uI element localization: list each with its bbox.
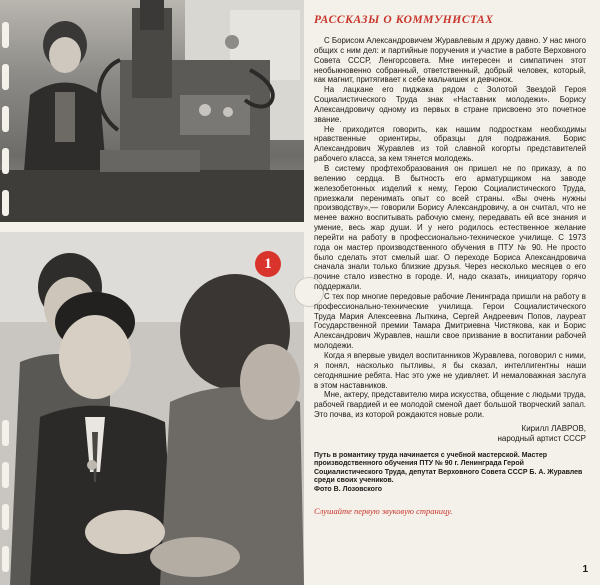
binding-hole: [2, 462, 9, 488]
workshop-photo-illustration: [0, 0, 304, 222]
paragraph: Когда я впервые увидел воспитанников Журавлева, поговорил с ними, я понял, насколько пытливы, я бы сказал, интеллигентны наши сегодняшние ребята. Нас это уже не удивляет. И немаловажная заслуга в этом наставников.: [314, 351, 586, 390]
paragraph: Не приходится говорить, как нашим подросткам необходимы нравственные ориентиры, образцы для подражания. Борис Александрович Журавлев из той славной когорты представителей рабочего класса, за кем тянется молодежь.: [314, 124, 586, 164]
workshop-photo: [0, 0, 304, 222]
article-column: [314, 14, 586, 579]
binding-hole: [2, 106, 9, 132]
binding-hole: [2, 504, 9, 530]
paragraph: Мне, актеру, представителю мира искусства, общение с людьми труда, рабочей гвардией и ее молодой сменой дает большой творческий запал. Это почва, из которой рождаются новые роли.: [314, 390, 586, 420]
listen-sound-page-link[interactable]: Слушайте первую звуковую страницу.: [314, 505, 453, 516]
page-number: 1: [582, 564, 588, 575]
author-name: Кирилл ЛАВРОВ,: [521, 423, 586, 433]
master-with-students-illustration: [0, 232, 304, 585]
photo-caption: [314, 452, 586, 494]
binding-hole: [2, 546, 9, 572]
binding-hole: [2, 22, 9, 48]
caption-text: Путь в романтику труда начинается с учебной мастерской. Мастер производственного обучения ПТУ № 90 г. Ленинграда Герой Социалистического Труда, депутат Верховного Совета СССР Б. А. Журавлев среди своих учеников.: [314, 451, 583, 485]
photo-credit: Фото В. Лозовского: [314, 485, 383, 493]
binding-hole: [2, 190, 9, 216]
section-heading: РАССКАЗЫ О КОММУНИСТАХ: [314, 14, 494, 26]
paragraph: В систему профтехобразования он пришел не по приказу, а по велению сердца. В бытность его арматурщиком на заводе железобетонных изделий к нему, Герою Социалистического Труда, приезжали перенимать опыт со всей страны. «Вы очень нужны производству»,— говорили Борису Александровичу, а он считал, что не менее важно воспитывать рабочую смену, передавать ей все знания и умение, весь жар души. И у него родилось естественное желание перейти на работу в профессионально-техническое училище. С 1973 года он мастер производственного обучения в ПТУ № 90. Не просто было сделать этот смелый шаг. О переходе Бориса Александровича сначала знали только близкие друзья. Через несколько месяцев о его почине стало известно в городе. И, надо сказать, инициатору горячо поддержали.: [314, 163, 586, 292]
binding-hole: [2, 64, 9, 90]
author-signature: [314, 424, 586, 444]
article-body: [314, 36, 586, 420]
author-title: народный артист СССР: [497, 433, 586, 443]
paragraph: С Борисом Александровичем Журавлевым я дружу давно. У нас много общих с ним дел: и партийные поручения и участие в работе Верховного Совета СССР, Ленгорсовета. Мне интересен и симпатичен этот необыкновенно собранный, ответственный, добрый человек, который, как магнит, притягивает к себе мальчишек и девчонок.: [314, 36, 586, 85]
disc-track-number: 1: [255, 251, 281, 277]
binding-hole: [2, 420, 9, 446]
paragraph: На лацкане его пиджака рядом с Золотой Звездой Героя Социалистического Труда знак «Наставник молодежи». Борису Александровичу одному из первых в стране присвоено это почетное звание.: [314, 85, 586, 124]
master-with-students-photo: [0, 232, 304, 585]
paragraph: С тех пор многие передовые рабочие Ленинграда пришли на работу в профессионально-технические училища. Герои Социалистического Труда Мария Алексеевна Лыткина, Сергей Андреевич Попов, лауреат Государственной премии Тамара Дмитриевна Чистякова, как и Борис Александрович Журавлев, нашли свое призвание в воспитании рабочей молодежи.: [314, 291, 586, 351]
binding-hole: [2, 148, 9, 174]
binding-holes: [0, 0, 12, 585]
